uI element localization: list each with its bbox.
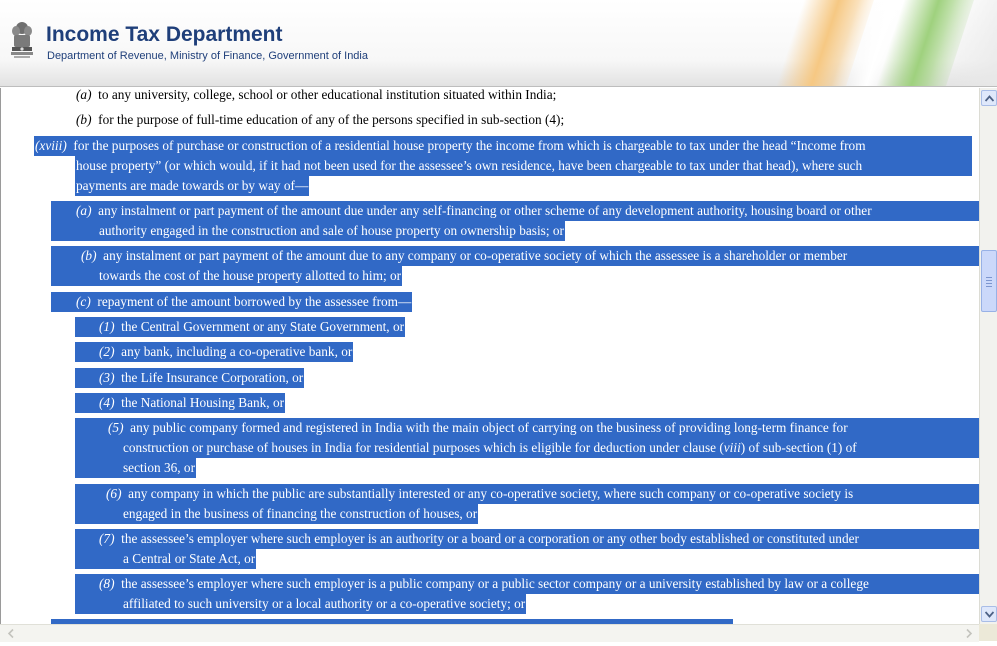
scroll-right-arrow-icon bbox=[961, 626, 976, 641]
clause-xviii-line-1 bbox=[34, 136, 972, 156]
item-8-line-2 bbox=[75, 594, 526, 614]
thumb-grip bbox=[986, 277, 992, 278]
scroll-down-button[interactable] bbox=[981, 606, 997, 622]
clause-label: (a) bbox=[76, 88, 92, 102]
vertical-scrollbar[interactable] bbox=[979, 88, 997, 624]
clause-text: authority engaged in the construction and sale of house property on ownership basis; or bbox=[99, 223, 564, 238]
item-3-line bbox=[75, 368, 304, 388]
subclause-a-line-1 bbox=[51, 201, 980, 221]
clause-text: for the purposes of purchase or construction of a residential house property the income from which is chargeable to tax under the head “Income from bbox=[73, 138, 866, 153]
item-1-line bbox=[75, 317, 405, 337]
clause-text: to any university, college, school or other educational institution situated within India; bbox=[98, 88, 557, 102]
clause-xviii-line-3 bbox=[75, 176, 309, 196]
clause-text: the National Housing Bank, or bbox=[121, 395, 285, 410]
national-emblem-icon bbox=[8, 20, 36, 62]
scroll-up-arrow-icon bbox=[985, 95, 994, 102]
thumb-grip bbox=[986, 280, 992, 281]
scroll-right-button[interactable] bbox=[961, 626, 976, 641]
clause-label: (3) bbox=[99, 370, 115, 385]
site-header bbox=[0, 0, 997, 87]
clause-text: a Central or State Act, or bbox=[123, 551, 256, 566]
scroll-left-button[interactable] bbox=[4, 626, 19, 641]
clause-b-line bbox=[75, 110, 565, 130]
clause-text: any instalment or part payment of the amount due to any company or co-operative society of which the assessee is a shareholder or member bbox=[103, 248, 848, 263]
clause-text: the assessee’s employer where such employer is a public company or a public sector company or a university established by law or a college bbox=[121, 576, 869, 591]
subclause-a-line-2 bbox=[51, 221, 565, 241]
item-5-line-2 bbox=[75, 438, 980, 458]
clause-label: (2) bbox=[99, 344, 115, 359]
clause-label: (c) bbox=[76, 294, 91, 309]
clause-text: any public company formed and registered in India with the main object of carrying on the business of providing long-term finance for bbox=[130, 420, 848, 435]
clause-label: (7) bbox=[99, 531, 115, 546]
scroll-down-arrow-icon bbox=[985, 611, 994, 618]
subclause-b-line-2 bbox=[51, 266, 402, 286]
clause-text: construction or purchase of houses in India for residential purposes which is eligible for deduction under clause ( bbox=[123, 440, 724, 455]
item-5-line-3 bbox=[75, 458, 196, 478]
item-4-line bbox=[75, 393, 285, 413]
clause-label: (b) bbox=[81, 248, 97, 263]
subclause-c-line-1 bbox=[51, 292, 412, 312]
clause-xviii-line-2 bbox=[75, 156, 972, 176]
clause-text: the Life Insurance Corporation, or bbox=[121, 370, 304, 385]
clause-label: (b) bbox=[76, 112, 92, 127]
thumb-grip bbox=[986, 286, 992, 287]
clause-text: affiliated to such university or a local authority or a co-operative society; or bbox=[123, 596, 526, 611]
document-viewport[interactable] bbox=[0, 88, 980, 624]
clause-text: towards the cost of the house property allotted to him; or bbox=[99, 268, 402, 283]
vertical-scroll-thumb[interactable] bbox=[981, 250, 997, 312]
subclause-b-line-1 bbox=[51, 246, 980, 266]
clause-a-line bbox=[75, 88, 557, 105]
horizontal-scrollbar[interactable] bbox=[0, 624, 979, 642]
clause-text: ) of sub-section (1) of bbox=[740, 440, 857, 455]
clause-label: (5) bbox=[108, 420, 124, 435]
clause-text: payments are made towards or by way of— bbox=[76, 178, 309, 193]
item-8-line-1 bbox=[75, 574, 980, 594]
clause-text: any instalment or part payment of the amount due under any self-financing or other scheme of any development authority, housing board or other bbox=[98, 203, 872, 218]
item-5-line-1 bbox=[75, 418, 980, 438]
clause-label: (xviii) bbox=[35, 138, 67, 153]
thumb-grip bbox=[986, 283, 992, 284]
scroll-left-arrow-icon bbox=[4, 626, 19, 641]
clause-label: (8) bbox=[99, 576, 115, 591]
clause-text: engaged in the business of financing the construction of houses, or bbox=[123, 506, 478, 521]
scrollbar-corner bbox=[979, 624, 997, 641]
clause-text: repayment of the amount borrowed by the assessee from— bbox=[97, 294, 412, 309]
department-title: Income Tax Department bbox=[46, 23, 283, 46]
clause-text: section 36, or bbox=[123, 460, 196, 475]
item-7-line-2 bbox=[75, 549, 256, 569]
clause-label: (a) bbox=[76, 203, 92, 218]
clause-label: (4) bbox=[99, 395, 115, 410]
clause-text: any bank, including a co-operative bank, or bbox=[121, 344, 353, 359]
clause-label: (6) bbox=[106, 486, 122, 501]
clause-italic: viii bbox=[723, 440, 741, 455]
clause-label: (1) bbox=[99, 319, 115, 334]
item-6-line-2 bbox=[75, 504, 478, 524]
item-6-line-1 bbox=[75, 484, 980, 504]
clause-text: the Central Government or any State Government, or bbox=[121, 319, 405, 334]
item-7-line-1 bbox=[75, 529, 980, 549]
clause-text: the assessee’s employer where such employer is an authority or a board or a corporation or any other body established or constituted under bbox=[121, 531, 859, 546]
clause-text: for the purpose of full-time education of any of the persons specified in sub-section (4); bbox=[98, 112, 565, 127]
clause-text: any company in which the public are substantially interested or any co-operative society, where such company or co-operative society is bbox=[128, 486, 854, 501]
department-subtitle: Department of Revenue, Ministry of Finance, Government of India bbox=[47, 50, 368, 62]
scroll-up-button[interactable] bbox=[981, 90, 997, 106]
item-2-line bbox=[75, 342, 353, 362]
clause-text: house property” (or which would, if it had not been used for the assessee’s own residence, have been chargeable to tax under that head), where such bbox=[76, 158, 863, 173]
